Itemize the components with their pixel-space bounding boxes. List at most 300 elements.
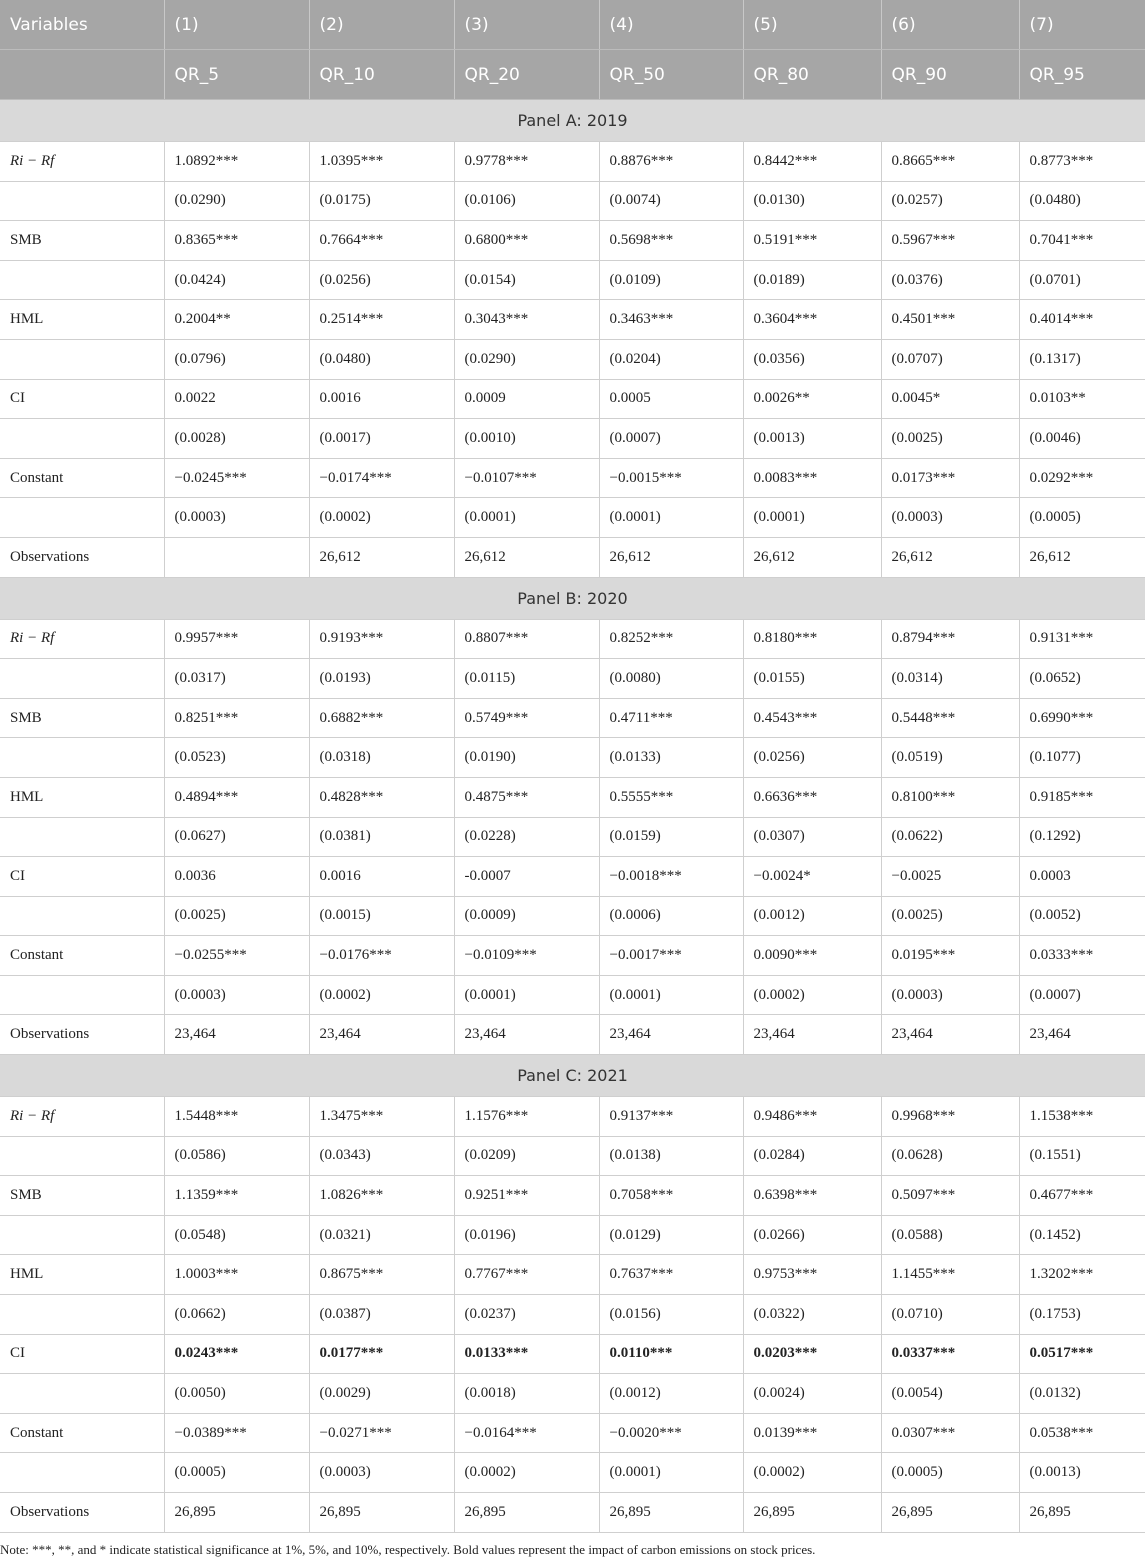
table-cell: (0.0257)	[881, 181, 1019, 221]
table-cell: 0.5097***	[881, 1176, 1019, 1216]
table-cell: (0.0001)	[599, 975, 743, 1015]
table-cell: 0.0036	[164, 857, 309, 897]
table-cell: (0.0314)	[881, 659, 1019, 699]
column-number: (2)	[309, 0, 454, 50]
table-row	[0, 1255, 1145, 1295]
table-row-stderr	[0, 1295, 1145, 1335]
panel-header-row	[0, 1055, 1145, 1097]
variables-header: Variables	[0, 0, 164, 50]
table-cell: (0.0074)	[599, 181, 743, 221]
table-cell: (0.0003)	[164, 498, 309, 538]
table-row	[0, 142, 1145, 182]
table-cell: 0.9131***	[1019, 619, 1145, 659]
table-cell: 0.8100***	[881, 777, 1019, 817]
table-cell: (0.0256)	[309, 260, 454, 300]
table-cell: (0.0322)	[743, 1295, 881, 1335]
row-label: HML	[0, 1255, 164, 1295]
table-cell: 1.1576***	[454, 1097, 599, 1137]
column-name: QR_80	[743, 50, 881, 100]
table-cell: 0.0177***	[309, 1334, 454, 1374]
table-cell: 26,895	[309, 1493, 454, 1533]
table-cell: 1.5448***	[164, 1097, 309, 1137]
table-row-stderr	[0, 1374, 1145, 1414]
table-cell: (0.0480)	[1019, 181, 1145, 221]
table-cell: 0.6398***	[743, 1176, 881, 1216]
table-cell: 0.0333***	[1019, 936, 1145, 976]
table-cell: 1.3202***	[1019, 1255, 1145, 1295]
row-label: Ri − Rf	[0, 142, 164, 182]
row-label: Ri − Rf	[0, 1097, 164, 1137]
table-cell: (0.0156)	[599, 1295, 743, 1335]
table-cell: (0.0424)	[164, 260, 309, 300]
table-cell: (0.0321)	[309, 1215, 454, 1255]
table-cell: (0.0052)	[1019, 896, 1145, 936]
table-cell: (0.0284)	[743, 1136, 881, 1176]
table-cell: 26,895	[1019, 1493, 1145, 1533]
table-cell: 0.0090***	[743, 936, 881, 976]
table-cell: 0.6800***	[454, 221, 599, 261]
table-cell: -0.0007	[454, 857, 599, 897]
table-cell: 0.0083***	[743, 458, 881, 498]
table-cell: (0.0154)	[454, 260, 599, 300]
table-cell: (0.0318)	[309, 738, 454, 778]
table-cell: 0.9185***	[1019, 777, 1145, 817]
table-cell: 0.4677***	[1019, 1176, 1145, 1216]
table-cell: (0.0013)	[1019, 1453, 1145, 1493]
table-cell: −0.0271***	[309, 1413, 454, 1453]
table-cell: 0.5191***	[743, 221, 881, 261]
table-cell: 0.0243***	[164, 1334, 309, 1374]
table-cell: 0.6636***	[743, 777, 881, 817]
panel-title: Panel B: 2020	[0, 577, 1145, 619]
table-row-stderr	[0, 498, 1145, 538]
column-name: QR_10	[309, 50, 454, 100]
table-cell: (0.0376)	[881, 260, 1019, 300]
table-cell: 0.0307***	[881, 1413, 1019, 1453]
table-cell: 0.9486***	[743, 1097, 881, 1137]
column-name: QR_50	[599, 50, 743, 100]
table-cell: 23,464	[1019, 1015, 1145, 1055]
row-label: CI	[0, 857, 164, 897]
column-name: QR_95	[1019, 50, 1145, 100]
table-cell: (0.0627)	[164, 817, 309, 857]
table-cell: (0.0381)	[309, 817, 454, 857]
table-row-stderr	[0, 1136, 1145, 1176]
table-cell: 0.8665***	[881, 142, 1019, 182]
table-cell: 0.8252***	[599, 619, 743, 659]
table-cell: −0.0245***	[164, 458, 309, 498]
header-row-numbers	[0, 0, 1145, 50]
row-label: CI	[0, 1334, 164, 1374]
table-cell: 0.8442***	[743, 142, 881, 182]
table-cell: (0.0001)	[599, 1453, 743, 1493]
table-cell: (0.0586)	[164, 1136, 309, 1176]
table-cell: 0.0103**	[1019, 379, 1145, 419]
table-row	[0, 1493, 1145, 1533]
table-cell: 1.3475***	[309, 1097, 454, 1137]
table-cell: (0.0175)	[309, 181, 454, 221]
table-cell: (0.0155)	[743, 659, 881, 699]
column-number: (1)	[164, 0, 309, 50]
table-row-stderr	[0, 1215, 1145, 1255]
table-cell: (0.0129)	[599, 1215, 743, 1255]
row-label	[0, 1374, 164, 1414]
table-cell: 1.1538***	[1019, 1097, 1145, 1137]
table-cell: −0.0255***	[164, 936, 309, 976]
row-label: Constant	[0, 458, 164, 498]
table-cell: (0.0133)	[599, 738, 743, 778]
table-cell: (0.1292)	[1019, 817, 1145, 857]
table-cell: 0.0173***	[881, 458, 1019, 498]
column-number: (6)	[881, 0, 1019, 50]
table-cell: 0.6990***	[1019, 698, 1145, 738]
table-row-stderr	[0, 419, 1145, 459]
table-cell: 0.0203***	[743, 1334, 881, 1374]
table-cell: 23,464	[743, 1015, 881, 1055]
row-label: Ri − Rf	[0, 619, 164, 659]
table-cell: 1.1455***	[881, 1255, 1019, 1295]
table-cell: (0.0002)	[309, 975, 454, 1015]
table-cell: (0.0628)	[881, 1136, 1019, 1176]
row-label: SMB	[0, 221, 164, 261]
table-cell: 0.7664***	[309, 221, 454, 261]
table-cell: (0.0130)	[743, 181, 881, 221]
table-cell: (0.0005)	[164, 1453, 309, 1493]
table-cell: 0.0016	[309, 857, 454, 897]
row-label	[0, 975, 164, 1015]
table-cell: (0.0159)	[599, 817, 743, 857]
table-cell: 1.0892***	[164, 142, 309, 182]
table-row	[0, 1015, 1145, 1055]
table-cell: −0.0389***	[164, 1413, 309, 1453]
table-cell: (0.0002)	[454, 1453, 599, 1493]
table-cell: 0.5555***	[599, 777, 743, 817]
table-cell: (0.0001)	[454, 498, 599, 538]
table-cell: (0.0003)	[309, 1453, 454, 1493]
table-cell: (0.0001)	[599, 498, 743, 538]
table-cell: 0.9753***	[743, 1255, 881, 1295]
table-cell: (0.0012)	[743, 896, 881, 936]
table-cell: (0.0003)	[881, 498, 1019, 538]
table-body	[0, 100, 1145, 1533]
table-row-stderr	[0, 896, 1145, 936]
table-cell: (0.0002)	[309, 498, 454, 538]
table-cell: (0.0290)	[164, 181, 309, 221]
table-cell: (0.1551)	[1019, 1136, 1145, 1176]
table-row-stderr	[0, 817, 1145, 857]
table-row-stderr	[0, 260, 1145, 300]
table-cell: −0.0017***	[599, 936, 743, 976]
table-cell: (0.0387)	[309, 1295, 454, 1335]
table-cell: (0.0356)	[743, 339, 881, 379]
table-cell: 0.7041***	[1019, 221, 1145, 261]
table-cell: 0.9251***	[454, 1176, 599, 1216]
table-cell: 0.2004**	[164, 300, 309, 340]
table-cell: (0.0017)	[309, 419, 454, 459]
row-label: Observations	[0, 537, 164, 577]
panel-header-row	[0, 100, 1145, 142]
table-cell: 0.4711***	[599, 698, 743, 738]
table-cell: 26,612	[309, 537, 454, 577]
table-cell: (0.0796)	[164, 339, 309, 379]
table-cell: 0.9778***	[454, 142, 599, 182]
table-cell: (0.0006)	[599, 896, 743, 936]
table-cell: (0.0132)	[1019, 1374, 1145, 1414]
table-row-stderr	[0, 738, 1145, 778]
table-row	[0, 537, 1145, 577]
table-cell: (0.0193)	[309, 659, 454, 699]
table-cell: 0.4875***	[454, 777, 599, 817]
table-cell: (0.0343)	[309, 1136, 454, 1176]
table-cell: (0.0588)	[881, 1215, 1019, 1255]
table-cell: (0.0054)	[881, 1374, 1019, 1414]
table-cell: (0.0523)	[164, 738, 309, 778]
table-cell: 0.0110***	[599, 1334, 743, 1374]
row-label	[0, 339, 164, 379]
table-cell: 26,895	[881, 1493, 1019, 1533]
table-cell: (0.0025)	[881, 419, 1019, 459]
row-label	[0, 896, 164, 936]
table-cell: −0.0020***	[599, 1413, 743, 1453]
table-cell: (0.0001)	[743, 498, 881, 538]
table-cell: 0.8251***	[164, 698, 309, 738]
table-cell: (0.0519)	[881, 738, 1019, 778]
row-label	[0, 1136, 164, 1176]
table-cell: (0.0290)	[454, 339, 599, 379]
table-cell: (0.0013)	[743, 419, 881, 459]
table-cell: 0.8675***	[309, 1255, 454, 1295]
table-cell: 0.9957***	[164, 619, 309, 659]
table-cell: (0.0007)	[1019, 975, 1145, 1015]
table-cell: 1.0395***	[309, 142, 454, 182]
table-cell: (0.0190)	[454, 738, 599, 778]
row-label	[0, 738, 164, 778]
table-cell: (0.0707)	[881, 339, 1019, 379]
column-name: QR_90	[881, 50, 1019, 100]
table-cell: 0.3463***	[599, 300, 743, 340]
table-cell: 26,612	[599, 537, 743, 577]
table-cell: (0.0015)	[309, 896, 454, 936]
table-row-stderr	[0, 181, 1145, 221]
table-row-stderr	[0, 339, 1145, 379]
table-cell: 1.0003***	[164, 1255, 309, 1295]
table-cell: (0.0138)	[599, 1136, 743, 1176]
row-label	[0, 1453, 164, 1493]
variables-header-blank	[0, 50, 164, 100]
table-cell: (0.0237)	[454, 1295, 599, 1335]
row-label: Constant	[0, 936, 164, 976]
table-cell: −0.0174***	[309, 458, 454, 498]
table-cell: (0.0196)	[454, 1215, 599, 1255]
table-cell: 0.3604***	[743, 300, 881, 340]
table-row	[0, 777, 1145, 817]
table-cell: 26,612	[1019, 537, 1145, 577]
table-cell: (0.0548)	[164, 1215, 309, 1255]
table-cell: (0.1317)	[1019, 339, 1145, 379]
row-label	[0, 419, 164, 459]
table-note: Note: ***, **, and * indicate statistical significance at 1%, 5%, and 10%, respectively. Bold values represent the impact of carbon emissions on stock prices.	[0, 1542, 816, 1557]
header-row-names	[0, 50, 1145, 100]
table-cell: (0.0228)	[454, 817, 599, 857]
table-cell: −0.0107***	[454, 458, 599, 498]
table-cell: (0.0003)	[881, 975, 1019, 1015]
row-label	[0, 659, 164, 699]
table-cell: 0.0292***	[1019, 458, 1145, 498]
table-row	[0, 300, 1145, 340]
table-cell: 0.5749***	[454, 698, 599, 738]
table-cell: 23,464	[164, 1015, 309, 1055]
table-cell: (0.0106)	[454, 181, 599, 221]
table-cell: 0.8773***	[1019, 142, 1145, 182]
table-cell: 23,464	[881, 1015, 1019, 1055]
table-cell: 0.9137***	[599, 1097, 743, 1137]
table-cell: 0.9968***	[881, 1097, 1019, 1137]
table-row	[0, 698, 1145, 738]
table-cell: (0.0005)	[881, 1453, 1019, 1493]
table-cell: −0.0025	[881, 857, 1019, 897]
column-number: (7)	[1019, 0, 1145, 50]
table-cell: 0.0022	[164, 379, 309, 419]
panel-header-row	[0, 577, 1145, 619]
table-cell: 1.0826***	[309, 1176, 454, 1216]
table-cell: (0.1077)	[1019, 738, 1145, 778]
table-row	[0, 458, 1145, 498]
table-cell: (0.0109)	[599, 260, 743, 300]
table-cell: (0.1753)	[1019, 1295, 1145, 1335]
table-cell: (0.0018)	[454, 1374, 599, 1414]
row-label	[0, 498, 164, 538]
table-cell: 0.8794***	[881, 619, 1019, 659]
table-cell: (0.0010)	[454, 419, 599, 459]
column-number: (5)	[743, 0, 881, 50]
table-cell: 23,464	[309, 1015, 454, 1055]
table-row-stderr	[0, 1453, 1145, 1493]
table-cell: 0.0195***	[881, 936, 1019, 976]
table-cell: 0.8876***	[599, 142, 743, 182]
table-cell: −0.0015***	[599, 458, 743, 498]
table-cell: 23,464	[454, 1015, 599, 1055]
panel-title: Panel C: 2021	[0, 1055, 1145, 1097]
table-cell: 1.1359***	[164, 1176, 309, 1216]
table-cell: (0.0662)	[164, 1295, 309, 1335]
table-cell: (0.0307)	[743, 817, 881, 857]
table-cell: (0.0005)	[1019, 498, 1145, 538]
table-cell: 0.0517***	[1019, 1334, 1145, 1374]
table-cell: 0.7767***	[454, 1255, 599, 1295]
table-cell: 0.0538***	[1019, 1413, 1145, 1453]
table-cell: (0.0256)	[743, 738, 881, 778]
table-cell: 0.4543***	[743, 698, 881, 738]
column-name: QR_5	[164, 50, 309, 100]
table-row	[0, 221, 1145, 261]
row-label: SMB	[0, 698, 164, 738]
table-cell: 0.0133***	[454, 1334, 599, 1374]
row-label: HML	[0, 777, 164, 817]
table-cell: 0.2514***	[309, 300, 454, 340]
table-cell: −0.0176***	[309, 936, 454, 976]
row-label: Observations	[0, 1493, 164, 1533]
table-row	[0, 1097, 1145, 1137]
table-cell: 0.4828***	[309, 777, 454, 817]
table-cell: 26,895	[599, 1493, 743, 1533]
table-cell: 26,895	[743, 1493, 881, 1533]
table-cell: 0.8807***	[454, 619, 599, 659]
table-cell: (0.0012)	[599, 1374, 743, 1414]
table-cell: 0.6882***	[309, 698, 454, 738]
table-cell: 0.8365***	[164, 221, 309, 261]
table-cell: 0.0016	[309, 379, 454, 419]
table-cell: (0.0029)	[309, 1374, 454, 1414]
table-cell: 0.8180***	[743, 619, 881, 659]
table-cell: (0.0209)	[454, 1136, 599, 1176]
row-label: CI	[0, 379, 164, 419]
panel-title: Panel A: 2019	[0, 100, 1145, 142]
table-cell: (0.0204)	[599, 339, 743, 379]
table-row	[0, 936, 1145, 976]
table-row	[0, 857, 1145, 897]
table-cell: (0.0266)	[743, 1215, 881, 1255]
table-cell: (0.0317)	[164, 659, 309, 699]
table-cell: (0.0189)	[743, 260, 881, 300]
table-cell: (0.0003)	[164, 975, 309, 1015]
table-cell: 0.0139***	[743, 1413, 881, 1453]
table-cell: 0.0005	[599, 379, 743, 419]
table-cell: 0.5698***	[599, 221, 743, 261]
table-cell: (0.0025)	[164, 896, 309, 936]
row-label: Constant	[0, 1413, 164, 1453]
row-label: Observations	[0, 1015, 164, 1055]
table-cell: 0.3043***	[454, 300, 599, 340]
table-header	[0, 0, 1145, 100]
table-cell: (0.0480)	[309, 339, 454, 379]
table-cell: 0.9193***	[309, 619, 454, 659]
table-cell: (0.0050)	[164, 1374, 309, 1414]
column-name: QR_20	[454, 50, 599, 100]
row-label	[0, 1215, 164, 1255]
table-cell: 0.0337***	[881, 1334, 1019, 1374]
table-cell: (0.0001)	[454, 975, 599, 1015]
table-cell: −0.0018***	[599, 857, 743, 897]
table-cell: (0.0002)	[743, 975, 881, 1015]
table-cell: 0.0026**	[743, 379, 881, 419]
table-cell: 0.5967***	[881, 221, 1019, 261]
table-cell: 0.0003	[1019, 857, 1145, 897]
table-row	[0, 619, 1145, 659]
table-cell: 0.4014***	[1019, 300, 1145, 340]
table-cell: (0.0710)	[881, 1295, 1019, 1335]
row-label	[0, 181, 164, 221]
table-row-stderr	[0, 975, 1145, 1015]
table-row	[0, 1334, 1145, 1374]
table-cell: 26,612	[881, 537, 1019, 577]
table-cell: 26,895	[454, 1493, 599, 1533]
table-row	[0, 1413, 1145, 1453]
row-label: HML	[0, 300, 164, 340]
table-cell: 0.7637***	[599, 1255, 743, 1295]
table-cell: 0.7058***	[599, 1176, 743, 1216]
table-row	[0, 379, 1145, 419]
table-cell: (0.0002)	[743, 1453, 881, 1493]
table-cell: 0.5448***	[881, 698, 1019, 738]
table-cell: (0.0080)	[599, 659, 743, 699]
table-cell: 0.0045*	[881, 379, 1019, 419]
table-cell: −0.0164***	[454, 1413, 599, 1453]
table-cell: 26,895	[164, 1493, 309, 1533]
table-cell: 0.4501***	[881, 300, 1019, 340]
table-cell: (0.0701)	[1019, 260, 1145, 300]
row-label	[0, 1295, 164, 1335]
table-cell	[164, 537, 309, 577]
